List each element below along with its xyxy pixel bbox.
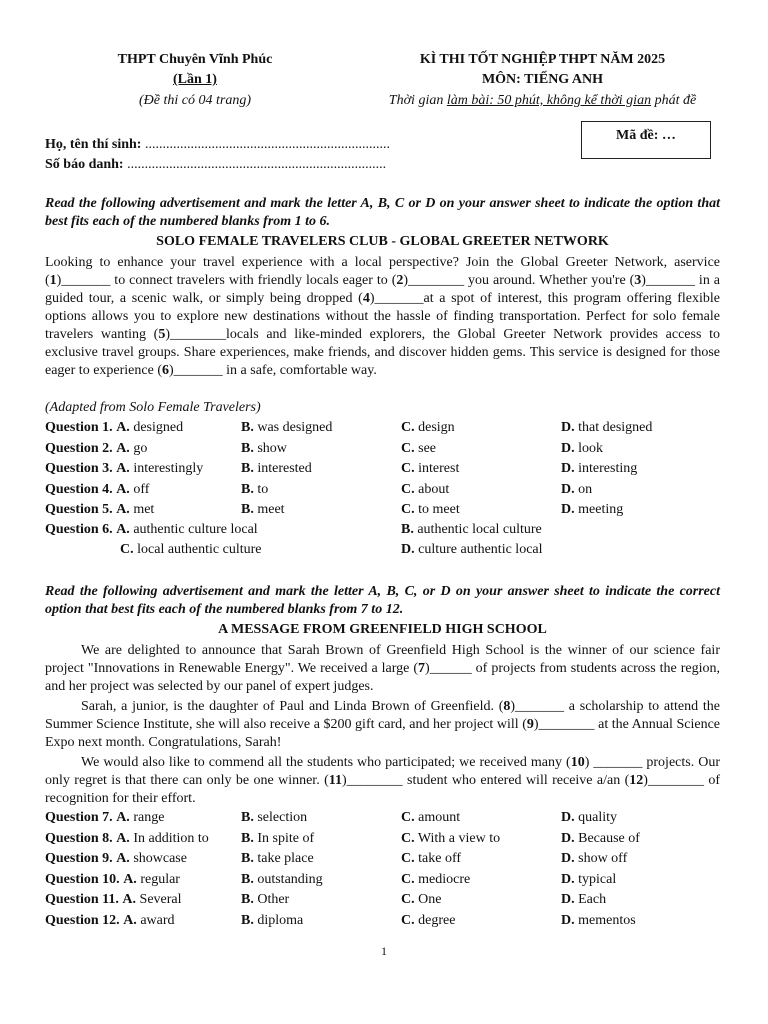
passage-text: )_______ a scholarship to attend the Summer Science Institute, she will also receive a $200 gift card, and her project will (	[45, 699, 720, 732]
question-row	[45, 540, 725, 560]
option-b: outstanding	[257, 871, 323, 887]
option-c: see	[418, 440, 437, 456]
option-letter: D.	[561, 461, 575, 476]
option-b: take place	[257, 851, 314, 867]
option-letter: B.	[241, 481, 254, 497]
question-row	[45, 808, 725, 828]
option-letter: A.	[116, 851, 130, 867]
attempt-label: (Lần 1)	[173, 72, 217, 87]
option-letter: C.	[401, 481, 415, 497]
option-letter: B.	[241, 810, 254, 825]
option-a: Several	[139, 892, 182, 908]
school-name: THPT Chuyên Vĩnh Phúc	[117, 52, 273, 67]
exam-code-box	[581, 121, 711, 159]
option-a: regular	[140, 871, 180, 887]
passage-text: )________ of recognition for their effort.	[45, 773, 720, 806]
exam-code-label: Mã đề: …	[616, 128, 676, 143]
option-letter: A.	[122, 892, 137, 908]
time-underlined: làm bài: 50 phút, không kể thời gian	[446, 93, 652, 108]
option-letter: C.	[401, 440, 415, 456]
option-c: mediocre	[418, 871, 471, 887]
option-letter: B.	[241, 502, 254, 517]
blank-number: 12	[629, 773, 644, 788]
option-b: meet	[257, 502, 285, 517]
option-letter: D.	[561, 851, 575, 867]
blank-number: 4	[362, 291, 370, 306]
passage-text: )_______ in a guided tour, a scenic walk, or simply being dropped (	[45, 273, 721, 306]
option-letter: A.	[116, 461, 130, 476]
question-number: Question 6.	[45, 522, 113, 537]
option-letter: A.	[116, 810, 130, 825]
option-a: designed	[133, 420, 184, 435]
option-b: interested	[257, 461, 312, 476]
option-a: range	[133, 810, 165, 825]
option-letter: D.	[561, 502, 575, 517]
blank-number: 2	[396, 273, 404, 288]
option-b: In spite of	[257, 830, 315, 846]
option-a: off	[133, 481, 150, 497]
question-number: Question 11.	[45, 892, 119, 908]
option-letter: B.	[241, 440, 254, 456]
option-b: selection	[257, 810, 308, 825]
passage-text: )________ at the Annual Science Expo next month. Congratulations, Sarah!	[45, 717, 720, 750]
exam-title: KÌ THI TỐT NGHIỆP THPT NĂM 2025	[419, 52, 666, 67]
question-number: Question 4.	[45, 481, 113, 497]
option-a: interestingly	[133, 461, 204, 476]
question-row	[45, 459, 725, 479]
option-b: Other	[257, 892, 290, 908]
section2-paragraph-3	[45, 754, 720, 808]
passage-text: Looking to enhance your travel experience with a local perspective? Join the Global Greeter Network, aservice (	[45, 255, 720, 288]
option-c: One	[418, 892, 442, 908]
time-suffix: phát đề	[651, 93, 697, 108]
option-letter: C.	[401, 461, 415, 476]
student-name-line	[45, 135, 390, 155]
passage-text: )______ of projects from students across the region, and her project was selected by our panel of expert judges.	[45, 661, 720, 694]
pages-note: (Đề thi có 04 trang)	[139, 93, 251, 108]
question-number: Question 10.	[45, 871, 120, 887]
passage-text: ) _______ projects. Our only regret is that there can only be one winner. (	[45, 755, 720, 788]
option-b: was designed	[257, 420, 333, 435]
option-letter: C.	[401, 502, 415, 517]
section2-title: A MESSAGE FROM GREENFIELD HIGH SCHOOL	[218, 622, 547, 637]
section1-title: SOLO FEMALE TRAVELERS CLUB - GLOBAL GREETER NETWORK	[156, 234, 609, 249]
option-letter: C.	[401, 810, 415, 825]
option-d: typical	[578, 871, 617, 887]
option-a: award	[140, 913, 175, 928]
passage-text: )_______ to connect travelers with friendly locals eager to (	[56, 273, 397, 288]
option-letter: C.	[120, 542, 134, 557]
option-d: Each	[578, 892, 607, 908]
option-d: culture authentic local	[418, 542, 543, 557]
option-d: interesting	[578, 461, 638, 476]
section1-instruction: Read the following advertisement and mark the letter A, B, C or D on your answer sheet to indicate the option that best fits each of the numbered blanks from 1 to 6.	[45, 196, 720, 229]
student-id-label: Số báo danh:	[45, 157, 124, 172]
passage-text: )________ student who entered will receive a/an (	[341, 773, 630, 788]
question-row	[45, 480, 725, 500]
option-a: showcase	[133, 851, 187, 867]
passage-text: Sarah, a junior, is the daughter of Paul and Linda Brown of Greenfield. (	[81, 699, 504, 714]
option-letter: C.	[401, 892, 415, 908]
option-letter: C.	[401, 851, 415, 867]
option-letter: D.	[561, 871, 575, 887]
option-c: local authentic culture	[137, 542, 262, 557]
option-letter: C.	[401, 830, 415, 846]
blank-number: 6	[161, 363, 169, 378]
section2-instruction: Read the following advertisement and mark the letter A, B, C, or D on your answer sheet to indicate the correct option that best fits each of the numbered blanks from 7 to 12.	[45, 584, 720, 617]
option-letter: A.	[116, 502, 130, 517]
option-letter: D.	[401, 542, 415, 557]
option-c: design	[418, 420, 455, 435]
passage-text: )________ you around. Whether you're (	[403, 273, 635, 288]
option-letter: A.	[116, 440, 130, 456]
option-letter: D.	[561, 892, 575, 908]
blank-number: 5	[158, 327, 166, 342]
option-letter: A.	[123, 871, 137, 887]
blank-number: 1	[49, 273, 57, 288]
section2-paragraph-1	[45, 642, 720, 696]
option-letter: A.	[116, 522, 130, 537]
blank-number: 7	[418, 661, 426, 676]
option-c: amount	[418, 810, 461, 825]
option-letter: B.	[241, 892, 254, 908]
question-number: Question 5.	[45, 502, 113, 517]
option-letter: C.	[401, 913, 415, 928]
option-c: to meet	[418, 502, 460, 517]
question-row	[45, 911, 725, 931]
passage-text: )________locals and like-minded explorers, the Global Greeter Network provides access to exclusive travel groups. Share experiences, make friends, and discover hidden gems. This service is designed for those eager to experience (	[45, 327, 720, 378]
option-letter: B.	[241, 461, 254, 476]
option-c: degree	[418, 913, 456, 928]
option-letter: C.	[401, 871, 415, 887]
question-number: Question 3.	[45, 461, 113, 476]
option-a: met	[133, 502, 155, 517]
page-number: 1	[381, 944, 387, 958]
option-letter: B.	[241, 871, 254, 887]
section1-passage	[45, 254, 720, 380]
question-number: Question 12.	[45, 913, 120, 928]
option-b: to	[257, 481, 269, 497]
option-d: mementos	[578, 913, 636, 928]
blank-number: 8	[503, 699, 511, 714]
option-letter: A.	[116, 830, 130, 846]
option-letter: A.	[116, 481, 130, 497]
option-letter: D.	[561, 810, 575, 825]
question-row	[45, 849, 725, 869]
passage-text: )_______ in a safe, comfortable way.	[168, 363, 377, 378]
question-number: Question 8.	[45, 830, 113, 846]
question-row	[45, 500, 725, 520]
question-row	[45, 418, 725, 438]
option-d: meeting	[578, 502, 624, 517]
question-row	[45, 520, 725, 540]
option-letter: A.	[116, 420, 130, 435]
option-letter: C.	[401, 420, 415, 435]
option-c: about	[418, 481, 450, 497]
option-d: look	[578, 440, 604, 456]
student-name-label: Họ, tên thí sinh:	[45, 137, 142, 152]
time-note	[360, 91, 725, 111]
student-id-dots: ..........................................................................	[123, 157, 387, 172]
option-letter: B.	[241, 851, 254, 867]
passage-text: We would also like to commend all the students who participated; we received many (	[81, 755, 571, 770]
blank-number: 3	[634, 273, 642, 288]
time-prefix: Thời gian	[388, 93, 447, 108]
option-d: quality	[578, 810, 618, 825]
question-number: Question 7.	[45, 810, 113, 825]
option-a: In addition to	[133, 830, 209, 846]
option-b: show	[257, 440, 287, 456]
option-letter: D.	[561, 440, 575, 456]
blank-number: 11	[328, 773, 342, 788]
option-a: go	[133, 440, 148, 456]
option-c: interest	[418, 461, 460, 476]
option-b: diploma	[257, 913, 304, 928]
question-number: Question 2.	[45, 440, 113, 456]
student-name-dots: ......................................................................	[141, 137, 390, 152]
blank-number: 9	[526, 717, 534, 732]
option-d: that designed	[578, 420, 653, 435]
option-letter: D.	[561, 913, 575, 928]
option-b: authentic local culture	[417, 522, 542, 537]
question-number: Question 1.	[45, 420, 113, 435]
option-d: show off	[578, 851, 628, 867]
option-a: authentic culture local	[133, 522, 258, 537]
section2-paragraph-2	[45, 698, 720, 752]
option-letter: D.	[561, 830, 575, 846]
option-c: take off	[418, 851, 462, 867]
passage-text: )_______at a spot of interest, this program offering flexible options allows you to explore new destinations without the hassle of finding transportation. Perfect for solo female travelers wanting (	[45, 291, 720, 342]
option-d: Because of	[578, 830, 640, 846]
question-row	[45, 829, 725, 849]
blank-number: 10	[570, 755, 585, 770]
section1-source: (Adapted from Solo Female Travelers)	[45, 400, 261, 415]
option-letter: B.	[401, 522, 414, 537]
subject-title: MÔN: TIẾNG ANH	[481, 72, 604, 87]
option-d: on	[578, 481, 593, 497]
question-row	[45, 439, 725, 459]
question-row	[45, 890, 725, 910]
question-number: Question 9.	[45, 851, 113, 867]
question-row	[45, 870, 725, 890]
option-letter: D.	[561, 481, 575, 497]
option-letter: B.	[241, 830, 254, 846]
option-letter: B.	[241, 420, 254, 435]
option-letter: B.	[241, 913, 254, 928]
option-letter: A.	[123, 913, 137, 928]
option-c: With a view to	[417, 830, 501, 846]
student-id-line	[45, 155, 386, 175]
option-letter: D.	[561, 420, 575, 435]
passage-text: We are delighted to announce that Sarah Brown of Greenfield High School is the winner of our science fair project "Innovations in Renewable Energy". We received a large (	[45, 643, 720, 676]
